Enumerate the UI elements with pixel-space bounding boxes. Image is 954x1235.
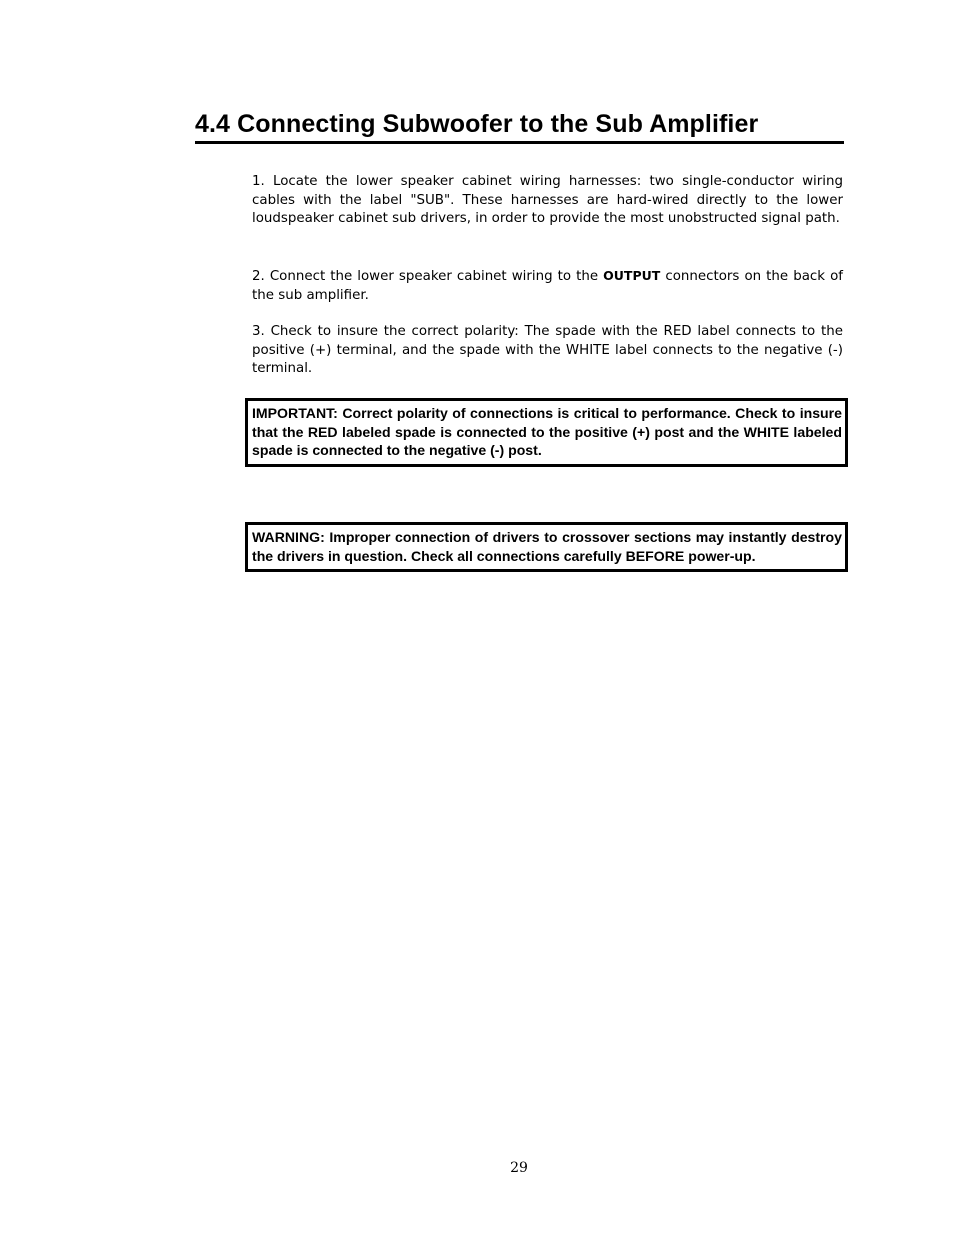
title-underline-rule <box>195 141 844 144</box>
step-2-text-before: 2. Connect the lower speaker cabinet wiring to the <box>252 269 604 284</box>
step-1-paragraph: 1. Locate the lower speaker cabinet wiring harnesses: two single-conductor wiring cables with the label "SUB". These harnesses are hard-wired directly to the lower loudspeaker cabinet sub drivers, in order to provide the most unobstructed signal path. <box>252 174 843 227</box>
page-number: 29 <box>510 1160 528 1176</box>
output-keyword: OUTPUT <box>603 268 661 283</box>
important-notice-box: IMPORTANT: Correct polarity of connections is critical to performance. Check to insure that the RED labeled spade is connected to the positive (+) post and the WHITE labeled spade is connected to the negative (-) post. <box>245 398 848 467</box>
step-2-text-after: connectors on the back of the sub amplifier. <box>252 269 843 303</box>
step-2-paragraph <box>252 267 843 305</box>
step-3-paragraph: 3. Check to insure the correct polarity: The spade with the RED label connects to the positive (+) terminal, and the spade with the WHITE label connects to the negative (-) terminal. <box>252 324 843 377</box>
section-title: 4.4 Connecting Subwoofer to the Sub Amplifier <box>195 110 759 138</box>
warning-notice-box: WARNING: Improper connection of drivers to crossover sections may instantly destroy the drivers in question. Check all connections carefully BEFORE power-up. <box>245 522 848 572</box>
